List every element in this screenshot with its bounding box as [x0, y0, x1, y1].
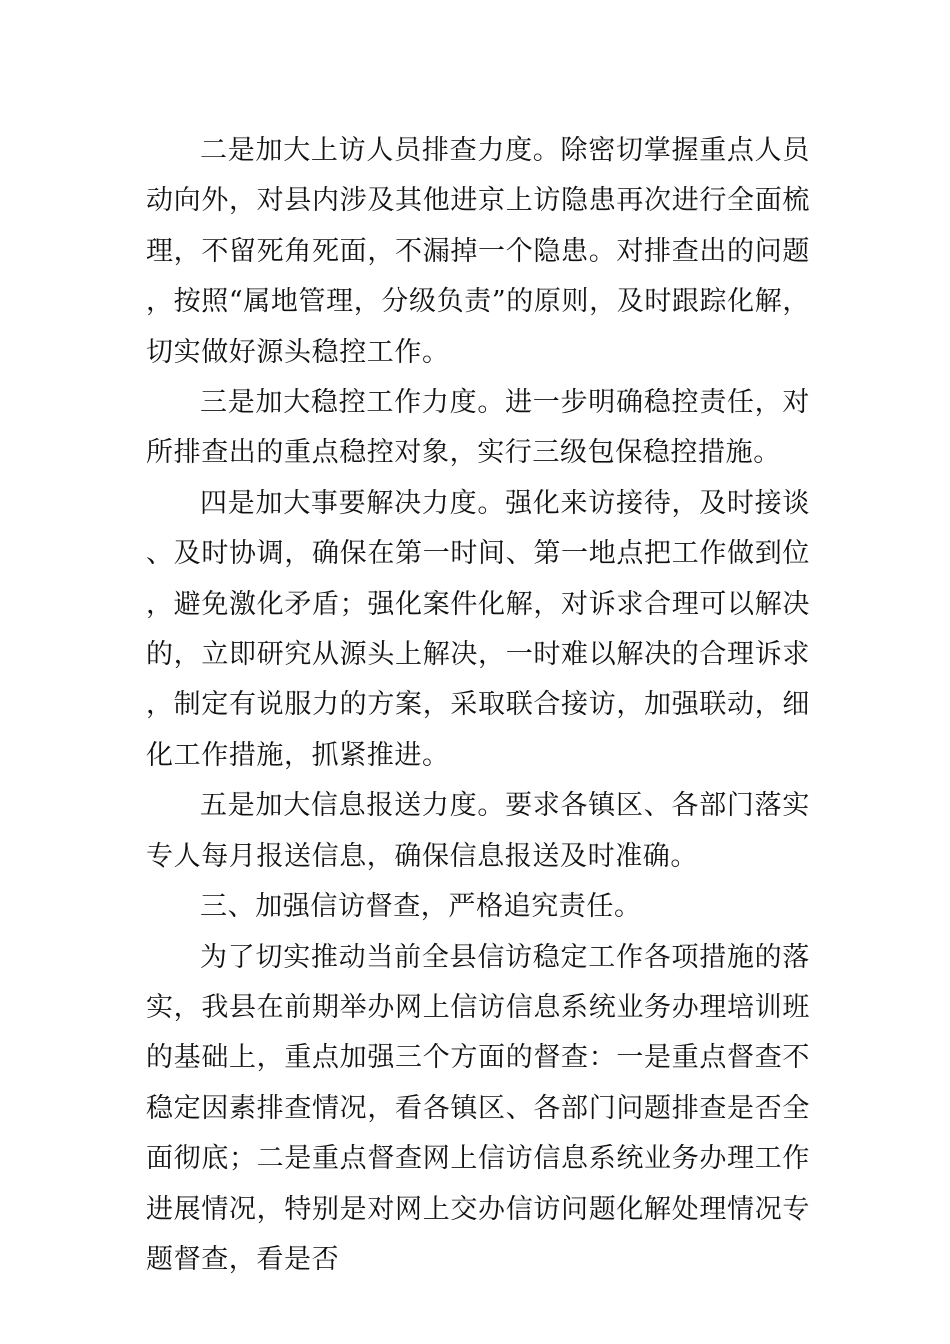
paragraph-information-reporting: 五是加大信息报送力度。要求各镇区、各部门落实专人每月报送信息，确保信息报送及时准确。	[146, 790, 810, 872]
paragraph-problem-solving: 四是加大事要解决力度。强化来访接待，及时接谈、及时协调，确保在第一时间、第一地点把工作做到位，避免激化矛盾；强化案件化解，对诉求合理可以解决的，立即研究从源头上解决，一时难以解决的合理诉求，制定有说服力的方案，采取联合接访，加强联动，细化工作措施，抓紧推进。	[146, 487, 810, 771]
section-heading-supervision: 三、加强信访督查，严格追究责任。	[200, 891, 642, 923]
paragraph-supervision-details: 为了切实推动当前全县信访稳定工作各项措施的落实，我县在前期举办网上信访信息系统业务办理培训班的基础上，重点加强三个方面的督查：一是重点督查不稳定因素排查情况，看各镇区、各部门问题排查是否全面彻底；二是重点督查网上信访信息系统业务办理工作进展情况，特别是对网上交办信访问题化解处理情况专题督查，看是否	[146, 941, 810, 1275]
paragraph-stability-control: 三是加大稳控工作力度。进一步明确稳控责任，对所排查出的重点稳控对象，实行三级包保稳控措施。	[146, 387, 810, 469]
paragraph-screening-petitioners: 二是加大上访人员排查力度。除密切掌握重点人员动向外，对县内涉及其他进京上访隐患再次进行全面梳理，不留死角死面，不漏掉一个隐患。对排查出的问题，按照“属地管理，分级负责”的原则，及时跟踪化解，切实做好源头稳控工作。	[146, 135, 810, 368]
document-body	[146, 126, 810, 1285]
